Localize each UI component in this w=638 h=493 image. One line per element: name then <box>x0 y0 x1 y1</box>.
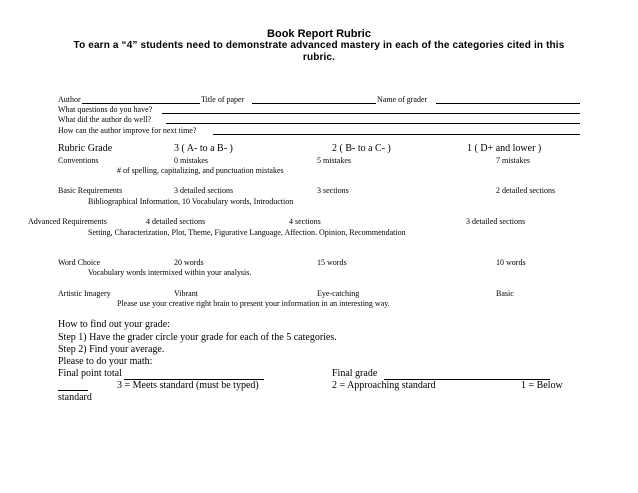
rubric-row-col2: Eye-catching <box>317 289 360 298</box>
instructions-step2: Step 2) Find your average. <box>58 344 165 355</box>
legend-below-standard-cont: standard <box>58 392 92 403</box>
rubric-row-col2: 5 mistakes <box>317 156 351 165</box>
final-grade-label: Final grade <box>332 368 378 379</box>
rubric-row-note: # of spelling, capitalizing, and punctuation mistakes <box>117 166 284 175</box>
rubric-row-col2: 4 sections <box>289 217 321 226</box>
legend-below-standard: 1 = Below <box>521 380 563 391</box>
rubric-row-col1: 10 words <box>496 258 526 267</box>
page-subtitle-line1: To earn a “4” students need to demonstrate advanced mastery in each of the categories cited in this <box>73 40 565 51</box>
instructions-step1: Step 1) Have the grader circle your grade for each of the 5 categories. <box>58 332 337 343</box>
rubric-row-name: Advanced Requirements <box>28 217 107 226</box>
did-well-label: What did the author do well? <box>58 115 152 124</box>
questions-field[interactable] <box>162 113 580 114</box>
rubric-grade-label: Rubric Grade <box>58 143 113 154</box>
rubric-row-note: Vocabulary words intermixed within your analysis. <box>88 268 252 277</box>
rubric-row-col1: 2 detailed sections <box>496 186 556 195</box>
grade-blank-field[interactable] <box>58 390 88 391</box>
rubric-col2-header: 2 ( B- to a C- ) <box>332 143 391 154</box>
did-well-field[interactable] <box>166 123 580 124</box>
name-of-grader-label: Name of grader <box>377 95 428 104</box>
instructions-math: Please to do your math: <box>58 356 153 367</box>
rubric-row-col2: 3 sections <box>317 186 349 195</box>
rubric-row-name: Conventions <box>58 156 99 165</box>
rubric-row-col1: Basic <box>496 289 514 298</box>
rubric-row-name: Basic Requirements <box>58 186 123 195</box>
rubric-row-col3: 0 mistakes <box>174 156 208 165</box>
rubric-row-col3: 20 words <box>174 258 204 267</box>
rubric-row-name: Word Choice <box>58 258 101 267</box>
rubric-col1-header: 1 ( D+ and lower ) <box>467 143 542 154</box>
questions-label: What questions do you have? <box>58 105 153 114</box>
page-title: Book Report Rubric <box>267 28 371 40</box>
rubric-row-col3: Vibrant <box>174 289 198 298</box>
name-of-grader-field[interactable] <box>436 103 580 104</box>
rubric-row-note: Setting, Characterization, Plot, Theme, Figurative Language, Affection. Opinion, Recommendation <box>88 228 406 237</box>
improve-label: How can the author improve for next time? <box>58 126 197 135</box>
rubric-row-name: Artistic Imagery <box>58 289 111 298</box>
page-subtitle-line2: rubric. <box>302 52 336 63</box>
author-label: Author <box>58 95 81 104</box>
rubric-row-col1: 3 detailed sections <box>466 217 526 226</box>
title-of-paper-label: Title of paper <box>201 95 245 104</box>
legend-meets-standard: 3 = Meets standard (must be typed) <box>117 380 259 391</box>
rubric-row-note: Bibliographical Information, 10 Vocabulary words, Introduction <box>88 197 294 206</box>
rubric-row-col2: 15 words <box>317 258 347 267</box>
title-of-paper-field[interactable] <box>252 103 376 104</box>
rubric-row-col1: 7 mistakes <box>496 156 530 165</box>
rubric-col3-header: 3 ( A- to a B- ) <box>174 143 233 154</box>
rubric-row-col3: 3 detailed sections <box>174 186 234 195</box>
improve-field[interactable] <box>213 134 580 135</box>
rubric-row-note: Please use your creative right brain to present your information in an interesting way. <box>117 299 390 308</box>
final-point-total-label: Final point total <box>58 368 122 379</box>
instructions-heading: How to find out your grade: <box>58 319 170 330</box>
legend-approaching-standard: 2 = Approaching standard <box>332 380 436 391</box>
rubric-row-col3: 4 detailed sections <box>146 217 206 226</box>
author-field[interactable] <box>82 103 200 104</box>
